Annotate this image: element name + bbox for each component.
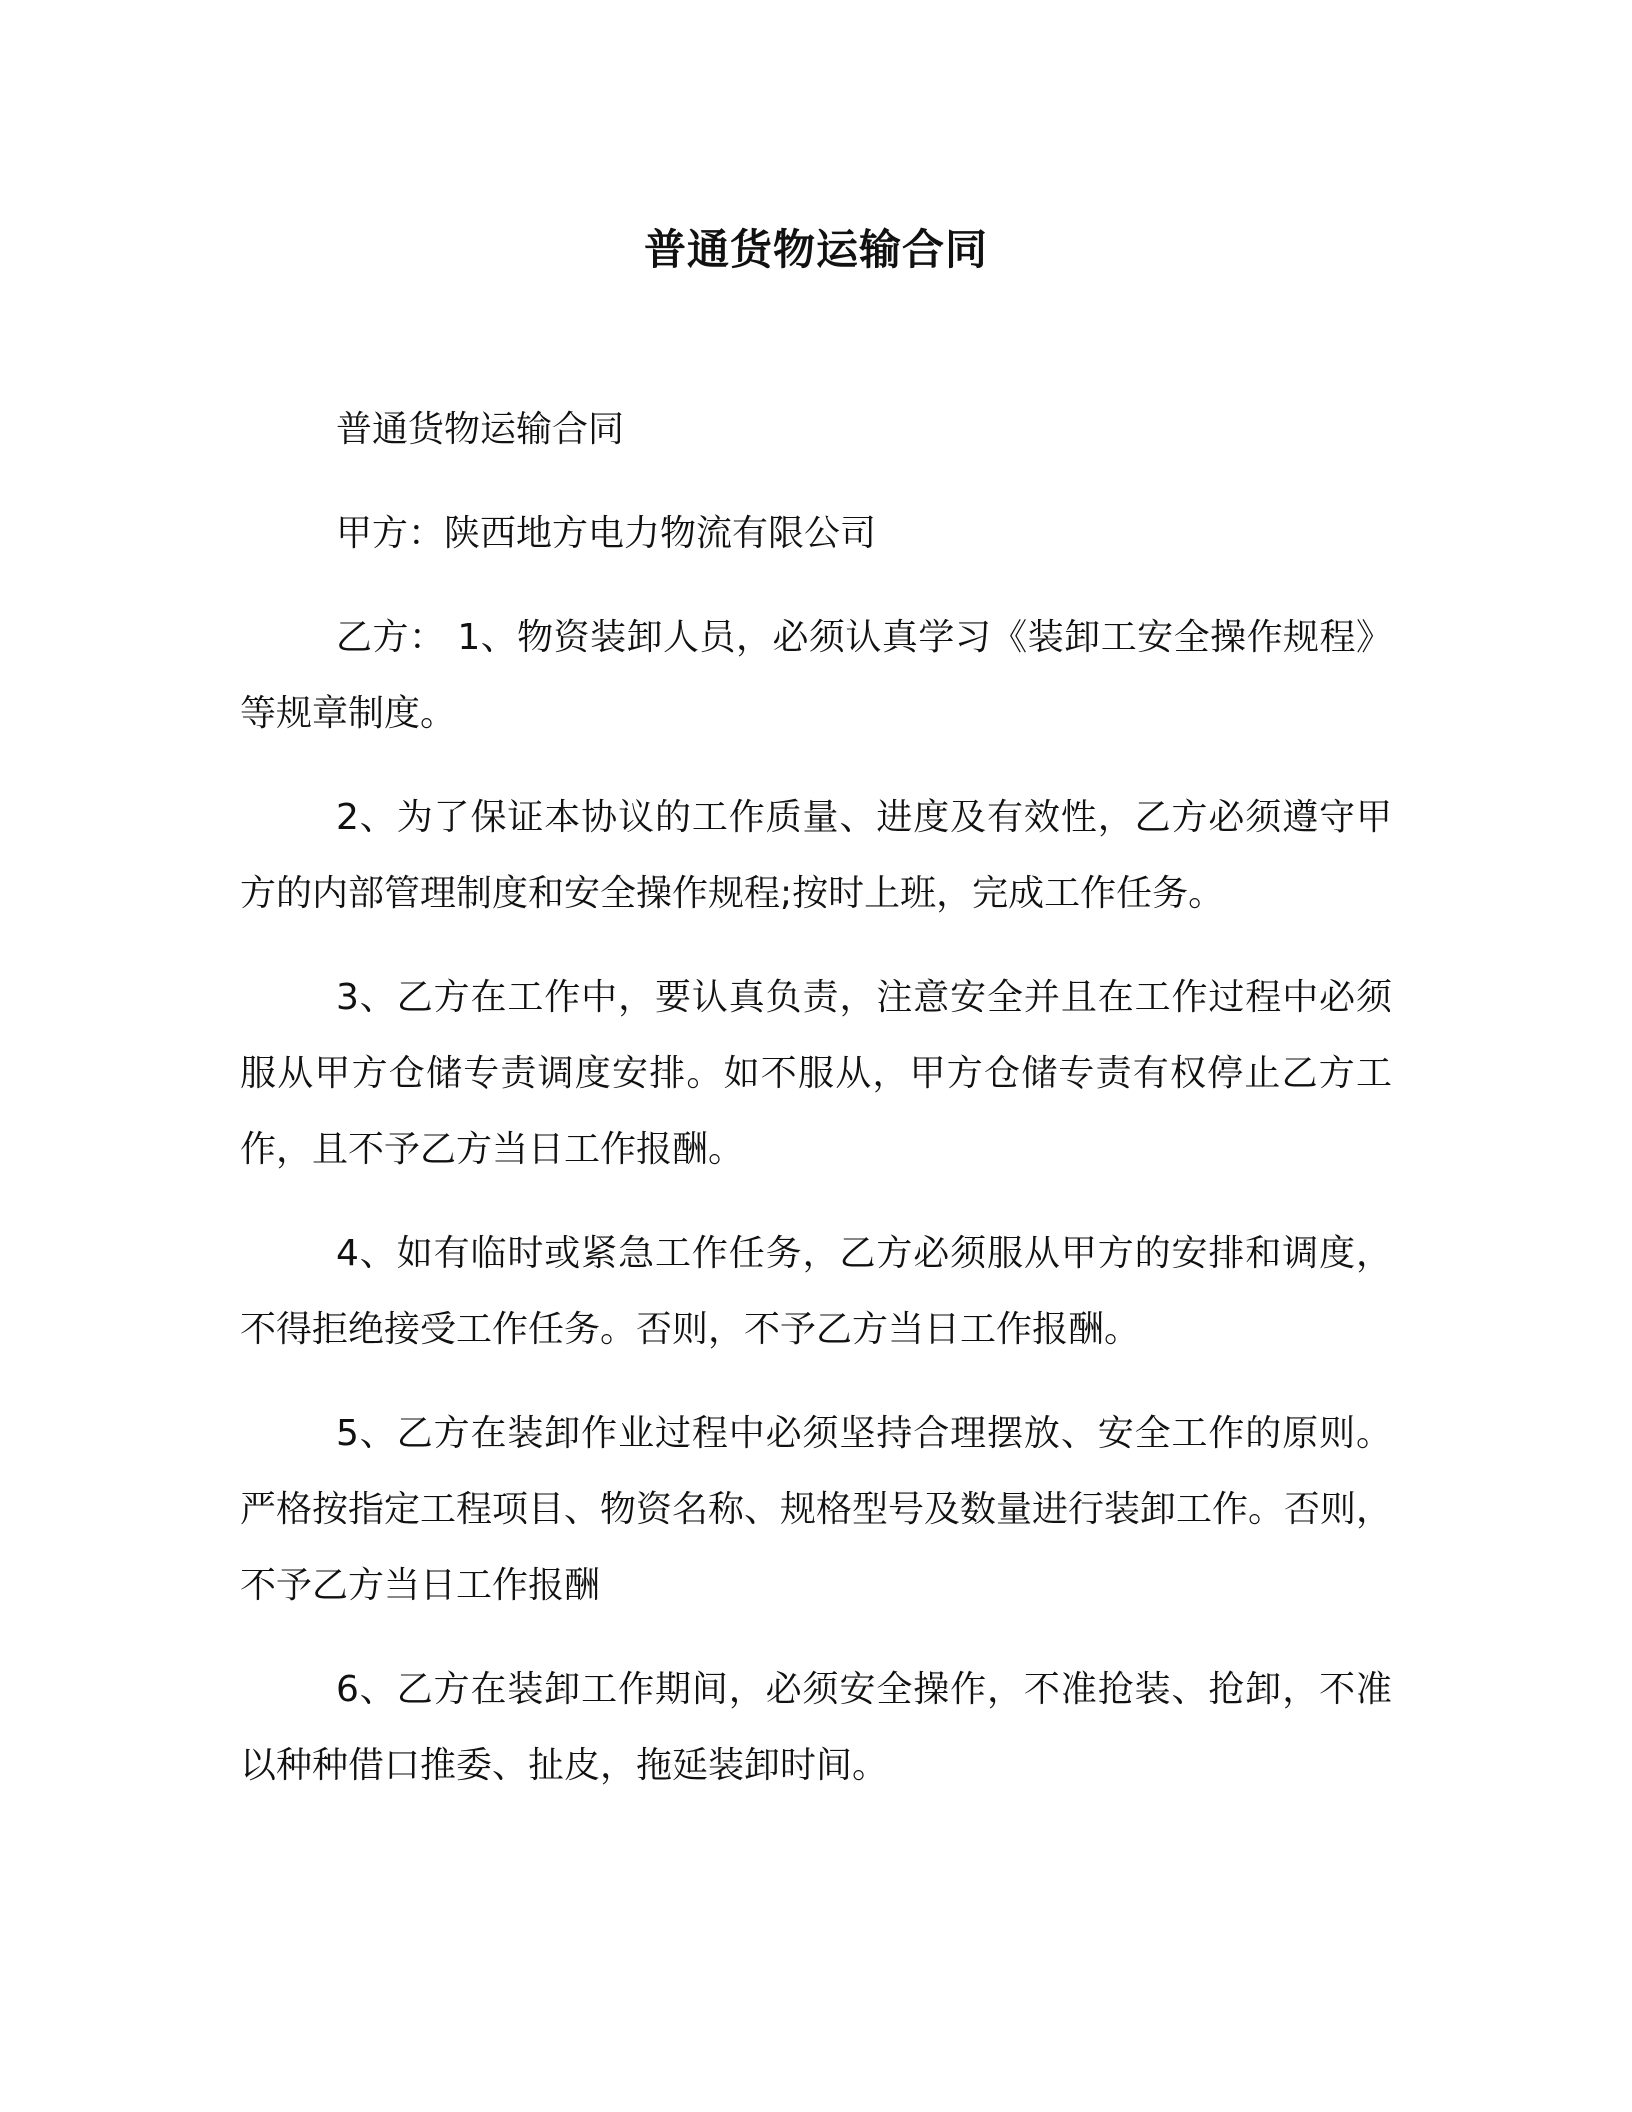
clause-2: 2、为了保证本协议的工作质量、进度及有效性，乙方必须遵守甲方的内部管理制度和安全操作规程;按时上班，完成工作任务。 bbox=[240, 797, 1392, 914]
subtitle-paragraph: 普通货物运输合同 bbox=[336, 409, 625, 450]
clause-4: 4、如有临时或紧急工作任务，乙方必须服从甲方的安排和调度，不得拒绝接受工作任务。否则，不予乙方当日工作报酬。 bbox=[240, 1233, 1392, 1350]
party-a-paragraph: 甲方：陕西地方电力物流有限公司 bbox=[336, 513, 877, 554]
clause-6: 6、乙方在装卸工作期间，必须安全操作，不准抢装、抢卸，不准以种种借口推委、扯皮，拖延装卸时间。 bbox=[240, 1669, 1392, 1786]
clause-5: 5、乙方在装卸作业过程中必须坚持合理摆放、安全工作的原则。严格按指定工程项目、物资名称、规格型号及数量进行装卸工作。否则，不予乙方当日工作报酬 bbox=[240, 1413, 1393, 1606]
document-title: 普通货物运输合同 bbox=[643, 225, 988, 274]
clause-3: 3、乙方在工作中，要认真负责，注意安全并且在工作过程中必须服从甲方仓储专责调度安排。如不服从，甲方仓储专责有权停止乙方工作，且不予乙方当日工作报酬。 bbox=[240, 977, 1392, 1170]
document-body bbox=[240, 392, 1392, 1832]
party-b-clause-1: 乙方： 1、物资装卸人员，必须认真学习《装卸工安全操作规程》等规章制度。 bbox=[240, 617, 1392, 734]
